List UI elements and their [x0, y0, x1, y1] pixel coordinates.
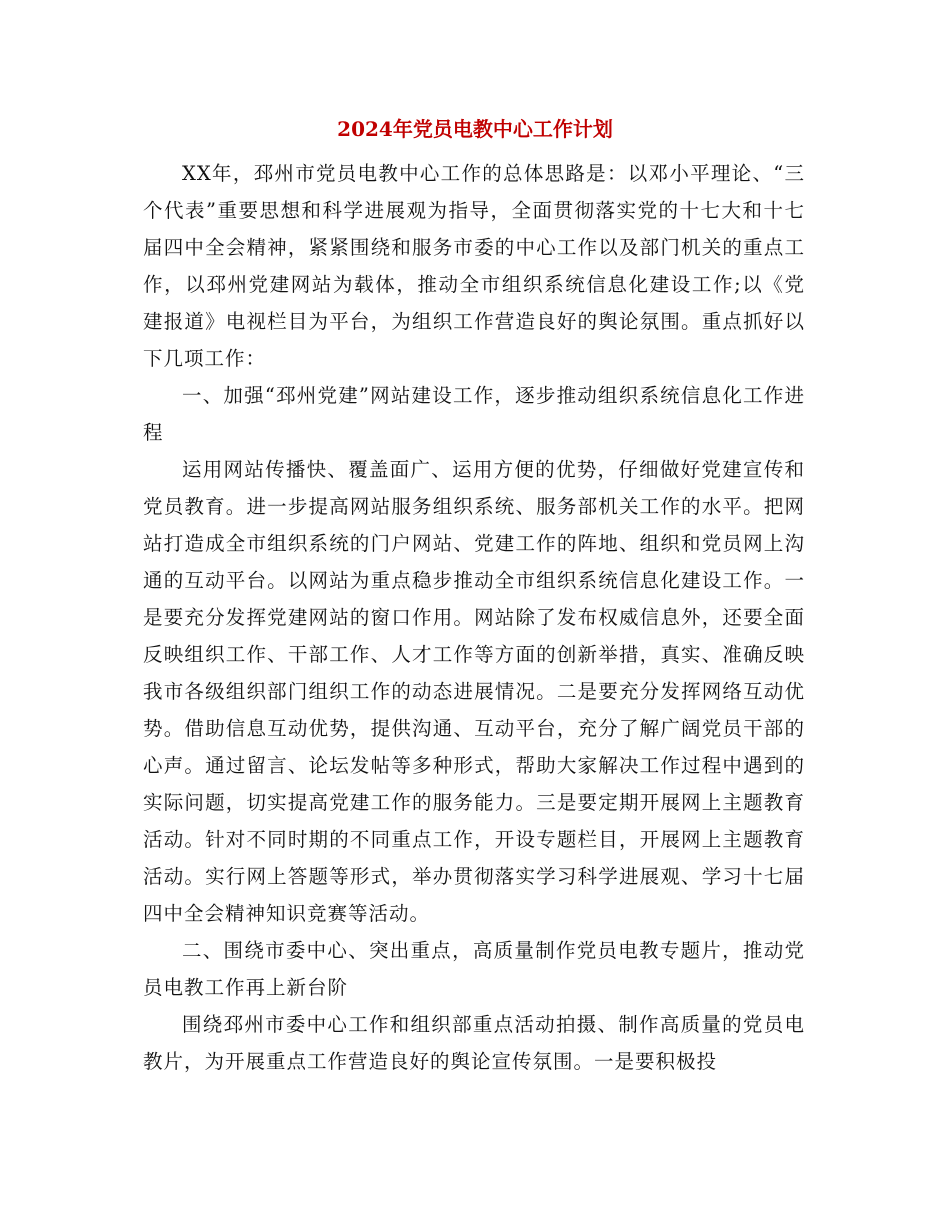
- paragraph-intro: XX年，邳州市党员电教中心工作的总体思路是：以邓小平理论、“三个代表”重要思想和科学进展观为指导，全面贯彻落实党的十七大和十七届四中全会精神，紧紧围绕和服务市委的中心工作以及部门机关的重点工作，以邳州党建网站为载体，推动全市组织系统信息化建设工作;以《党建报道》电视栏目为平台，为组织工作营造良好的舆论氛围。重点抓好以下几项工作：: [143, 162, 805, 370]
- document-title: 2024年党员电教中心工作计划: [337, 117, 613, 141]
- paragraph-video-work: 围绕邳州市委中心工作和组织部重点活动拍摄、制作高质量的党员电教片，为开展重点工作营造良好的舆论宣传氛围。一是要积极投: [143, 1013, 805, 1073]
- section-heading-1: 一、加强“邳州党建”网站建设工作，逐步推动组织系统信息化工作进程: [143, 384, 805, 444]
- document-body: [143, 155, 805, 1080]
- paragraph-website-work: 运用网站传播快、覆盖面广、运用方便的优势，仔细做好党建宣传和党员教育。进一步提高网站服务组织系统、服务部机关工作的水平。把网站打造成全市组织系统的门户网站、党建工作的阵地、组织和党员网上沟通的互动平台。以网站为重点稳步推动全市组织系统信息化建设工作。一是要充分发挥党建网站的窗口作用。网站除了发布权威信息外，还要全面反映组织工作、干部工作、人才工作等方面的创新举措，真实、准确反映我市各级组织部门组织工作的动态进展情况。二是要充分发挥网络互动优势。借助信息互动优势，提供沟通、互动平台，充分了解广阔党员干部的心声。通过留言、论坛发帖等多种形式，帮助大家解决工作过程中遇到的实际问题，切实提高党建工作的服务能力。三是要定期开展网上主题教育活动。针对不同时期的不同重点工作，开设专题栏目，开展网上主题教育活动。实行网上答题等形式，举办贯彻落实学习科学进展观、学习十七届四中全会精神知识竞赛等活动。: [143, 458, 805, 925]
- section-heading-2: 二、围绕市委中心、突出重点，高质量制作党员电教专题片，推动党员电教工作再上新台阶: [143, 939, 805, 999]
